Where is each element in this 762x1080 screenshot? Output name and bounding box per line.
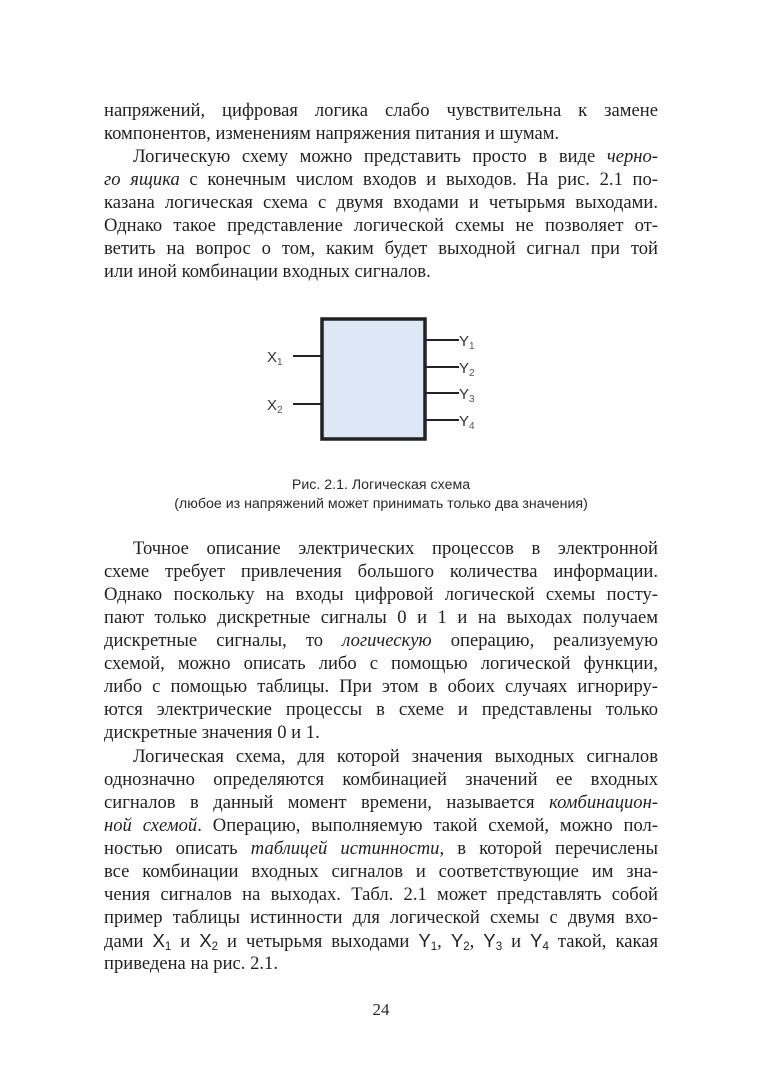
text-run: сигналов в данный момент времени, называется [104,792,550,813]
text-run: схемой, можно описать либо с помощью логической функции, [104,653,658,674]
text-line [104,791,658,814]
text-run: и [171,931,200,952]
subscript: 3 [495,940,503,953]
text-run: напряжений, цифровая логика слабо чувствительна к замене [104,100,658,121]
text-line [104,675,658,698]
text-line [104,698,658,721]
text-line [133,745,658,768]
text-run: приведена на рис. 2.1. [104,953,278,974]
text-line [133,537,658,560]
text-run: пример таблицы истинности для логической схемы с двумя вхо- [104,907,658,928]
text-run: . Операцию, выполняемую такой схемой, можно пол- [197,815,658,836]
text-line [104,652,658,675]
text-run: дискретные значения 0 и 1. [104,722,320,743]
text-run: дами [104,931,153,952]
figure-caption-title: Рис. 2.1. Логическая схема [291,477,471,493]
subscript: 2 [463,940,470,953]
emphasized-term: логическую [342,630,432,651]
input-label: X2 [267,397,283,416]
variable-name: X [199,930,212,951]
text-run: ностью описать [104,838,251,859]
text-run: Точное описание электрических процессов в электронной [133,538,658,559]
text-run: с конечным числом входов и выходов. На рис. 2.1 по- [179,169,658,190]
subscript: 1 [430,940,438,953]
text-line [104,721,658,744]
inputs [267,349,322,416]
variable-name: Y [450,930,464,951]
text-run: операцию, реализуемую [431,630,658,651]
text-line [104,837,658,860]
text-run: чения сигналов на выходах. Табл. 2.1 может представлять собой [104,884,658,905]
output-label: Y1 [459,333,475,352]
text-line [104,560,658,583]
output-label: Y4 [459,413,475,432]
output-label: Y3 [459,386,475,405]
variable-name: Y [483,930,496,951]
text-run: казана логическая схема с двумя входами и четырьмя выходами. [104,192,658,213]
text-line [104,768,658,791]
emphasized-term: го ящика [104,169,180,190]
text-run: , [437,931,451,952]
text-run: и четырьмя выходами [218,931,419,952]
text-line [104,883,658,906]
text-run: , в которой перечислены [439,838,659,859]
text-run: либо с помощью таблицы. При этом в обоих случаях игнориру- [104,676,658,697]
text-run: пают только дискретные сигналы 0 и 1 и на выходах получаем [104,607,658,628]
variable-name: X [152,930,165,951]
text-run: Однако поскольку на входы цифровой логической схемы посту- [104,584,658,605]
text-run: такой, какая [548,931,659,952]
text-run: или иной комбинации входных сигналов. [104,261,431,282]
outputs [425,333,475,432]
text-run: все комбинации входных сигналов и соответствующие им зна- [104,861,658,882]
variable-name: Y [530,930,543,951]
text-line [104,814,658,837]
emphasized-term: ной схемой [104,815,198,836]
input-label: X1 [267,349,283,368]
page-number: 24 [372,1000,390,1019]
text-line [104,860,658,883]
text-run: , [469,931,484,952]
variable-name: Y [418,930,431,951]
text-run: ветить на вопрос о том, каким будет выходной сигнал при той [104,238,658,259]
emphasized-term: черно- [606,146,658,167]
emphasized-term: таблицей истинности [250,838,440,859]
text-line [104,606,658,629]
emphasized-term: комбинацион- [549,792,658,813]
figure-caption-note: (любое из напряжений может принимать только два значения) [174,496,588,512]
text-line [104,629,658,652]
subscript: 2 [211,940,219,953]
text-line [104,583,658,606]
subscript: 1 [164,940,172,953]
output-label: Y2 [459,360,475,379]
text-line [104,952,658,975]
text-run: дискретные сигналы, то [104,630,343,651]
text-line [104,906,658,929]
text-run: Логическую схему можно представить просто в виде [133,146,607,167]
text-run: ются электрические процессы в схеме и представлены только [104,699,658,720]
text-run: Однако такое представление логической схемы не позволяет от- [104,215,658,236]
subscript: 4 [542,940,549,953]
text-line [104,929,658,952]
text-run: однозначно определяются комбинацией значений ее входных [104,769,658,790]
black-box [322,319,425,439]
text-run: Логическая схема, для которой значения выходных сигналов [133,746,658,767]
text-run: и [502,931,531,952]
text-run: компонентов, изменениям напряжения питания и шумам. [104,123,560,144]
text-run: схеме требует привлечения большого количества информации. [104,561,658,582]
